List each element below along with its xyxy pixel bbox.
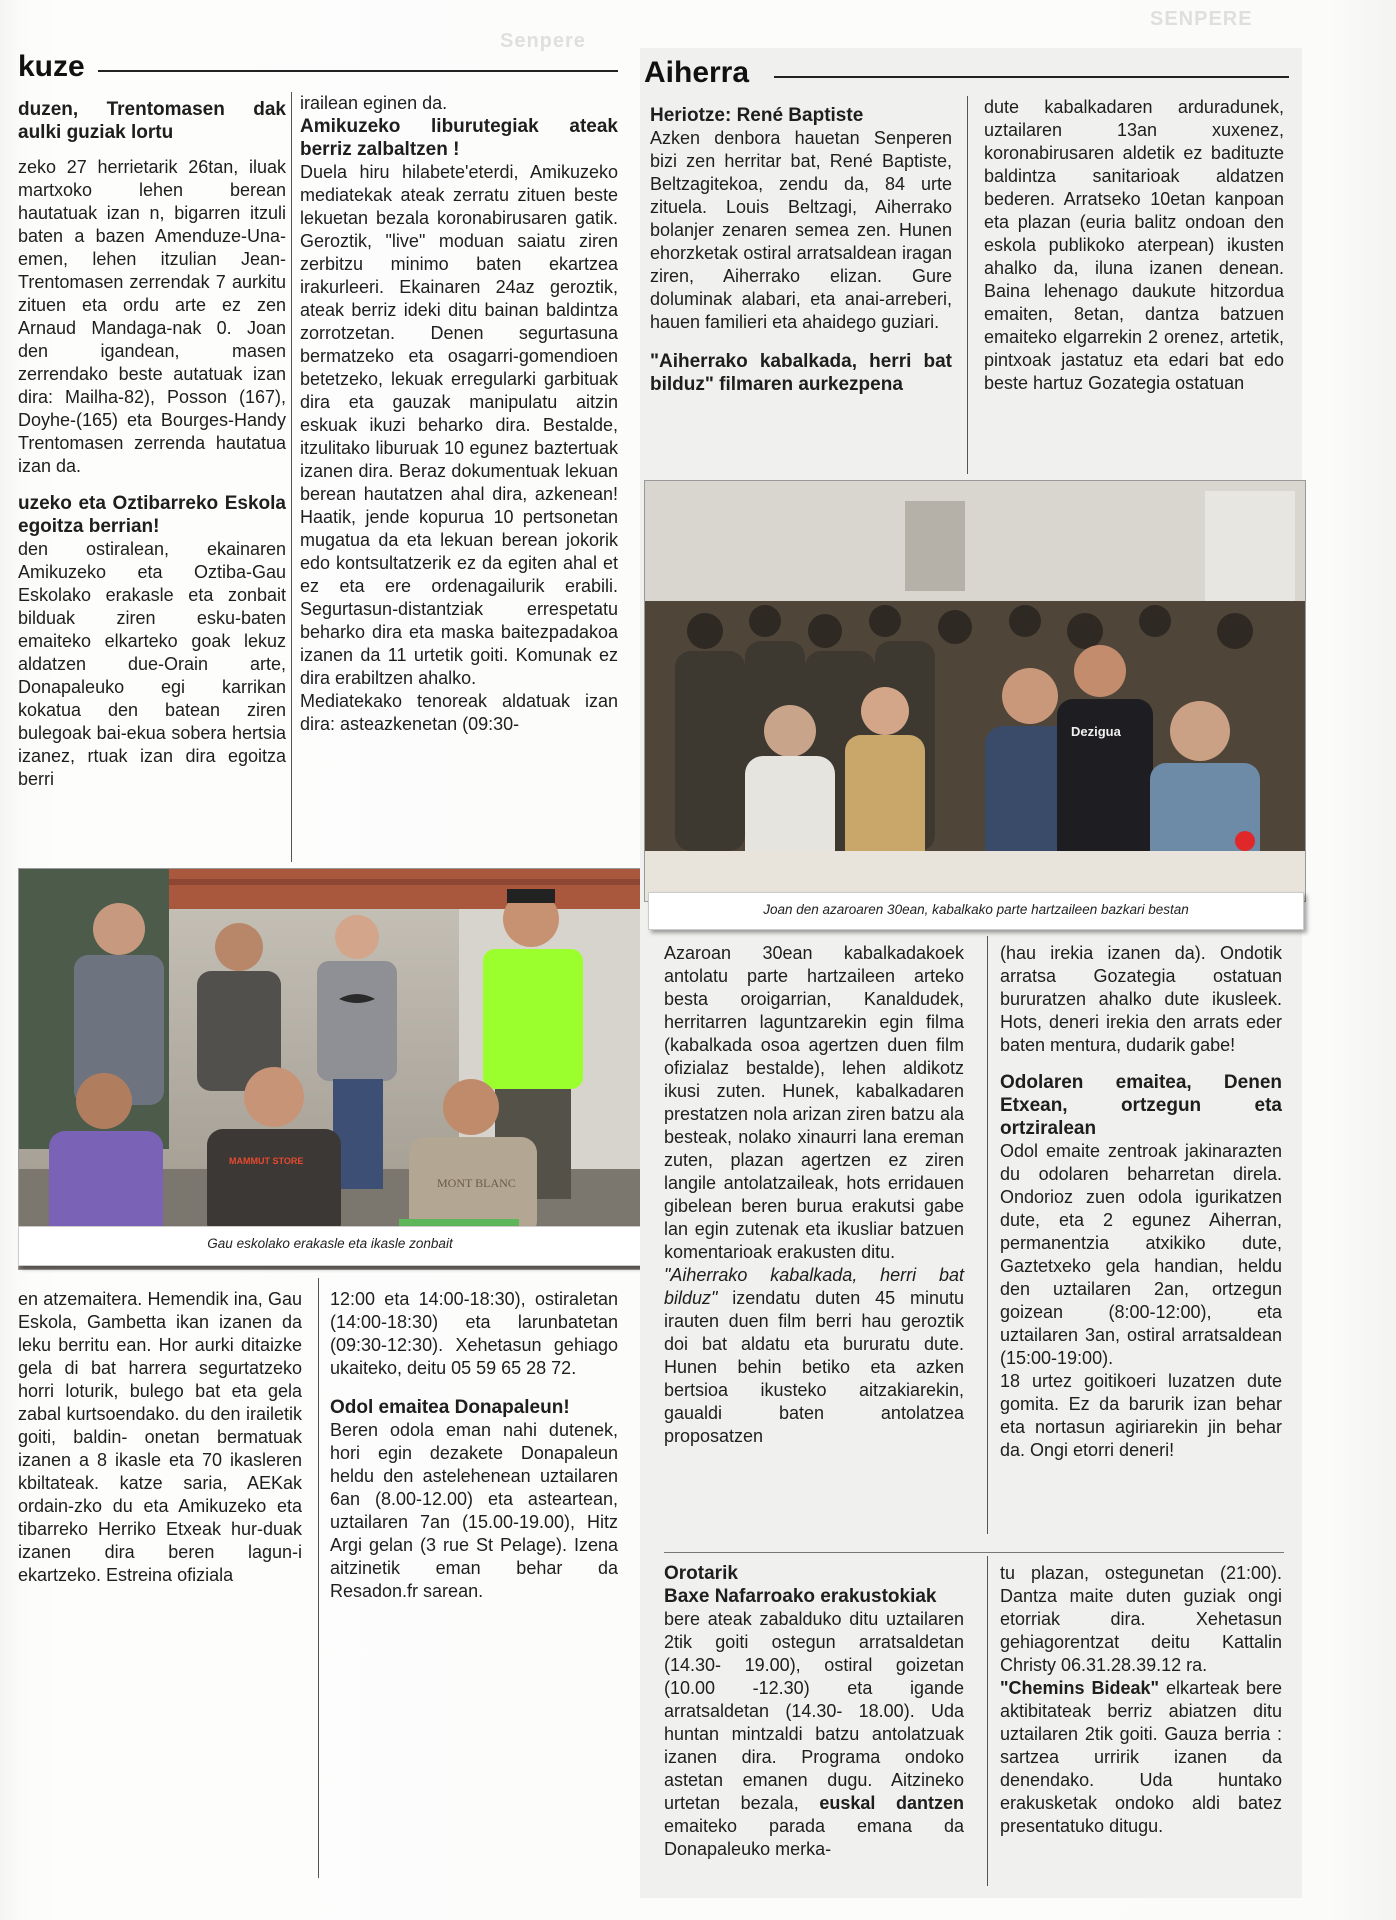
headline-erakustokiak: Baxe Nafarroako erakustokiak: [664, 1586, 937, 1607]
body-odolaren-emaitea: Odol emaite zentroak jakinarazten du odolaren beharretan direla. Ondorioz zuen odola igurikatzen dute, eta 2 egunez Aiherran, permanentzia atxikiko dute, Gaztetxeko gela handian, heldu den uztailaren 2an, ortzegun goizean (8:00-12:00), eta uztailaren 3an, ostiral arratsaldean (15:00-19:00).: [1000, 1141, 1282, 1368]
body-gaualdia-irekia: (hau irekia izanen da). Ondotik arratsa Gozategia ostatuan bururatzen ahalko dute ikusleek. Hots, deneri irekia den arrats eder baten mentura, dudarik gabe!: [1000, 943, 1282, 1055]
body-film-izena: [664, 1264, 964, 1448]
left-bottom-col-divider: [318, 1278, 319, 1878]
headline-trentomasen: duzen, Trentomasen dak aulki guziak lortu: [18, 99, 286, 143]
left-top-col-divider: [291, 92, 292, 862]
caption-gau-eskola: Gau eskolako erakasle eta ikasle zonbait: [18, 1226, 642, 1266]
aiherra-col2-mid: [1000, 942, 1282, 1462]
ghost-header-right: SENPERE: [1150, 8, 1253, 30]
chemins-bideak-bold: "Chemins Bideak": [1000, 1678, 1160, 1698]
headline-heriotze: Heriotze: René Baptiste: [650, 105, 864, 126]
body-liburutegiak: Duela hiru hilabete'eterdi, Amikuzeko mediatekak ateak zerratu zituen beste lekuetan bezala koronabirusaren gatik. Geroztik, "live" moduan saiatu ziren zerbitzu minimo baten ekartzea irakurleeri. Ekainaren 24az geroztik, ateak berriz ideki ditu bainan baldintza zorrotzetan. Denen segurtasuna bermatzeko eta osagarri-gomendioen betetzeko, lekuak erregularki garbituak dira eta gauzak manipulatu aitzin eskuak ikuzi beharko dira. Bestalde, itzulitako liburuak 10 egunez baztertuak izanen dira. Beraz dokumentuak lekuan berean hautatzen ahal dira, azkenean! Haatik, jende kopurua 10 pertsonetan mugatua da eta lekuan berean jokorik edo kontsultatzerik ez da egiten ahal et ez eta ere ordenagailurik erabili. Segurtasun-distantziak errespetatu beharko dira eta maska baitezpadakoa izanen da 11 urtetik goiti. Komunak ez dira erabiltzen ahalko.: [300, 162, 618, 688]
shirt-logo-mammut: MAMMUT STORE: [229, 1156, 304, 1166]
left-section-title: kuze: [18, 50, 618, 90]
caption-kabalkada-bazkaria: Joan den azaroaren 30ean, kabalkako parte hartzaileen bazkari bestan: [648, 892, 1304, 930]
body-heriotze: Azken denbora hauetan Senperen bizi zen herritar bat, René Baptiste, Beltzagitekoa, zendu da, 84 urte zituela. Louis Beltzagi, Aiherrako bolanjer zenaren semea zen. Hunen ehorzketak ostiral arratsaldean iragan ziren, Aiherrako elizan. Gure doluminak alabari, eta anai-arreberi, hauen familieri eta ahaidego guziari.: [650, 128, 952, 332]
aiherra-col1-mid: [664, 942, 964, 1448]
aiherra-title-rule: [774, 76, 1289, 78]
aiherra-col2-bottom: [1000, 1562, 1282, 1838]
body-oztibarreko: den ostiralean, ekainaren Amikuzeko eta Oztiba-Gau Eskolako erakasle eta zonbait bilduak ziren esku-baten emaiteko elkarteko goak lekuz aldatzen due-Orain arte, Donapaleuko egi karrikan kokatua den batean ziren bulegoak bai-ekua sobera hertsia izanez, rtuak izan dira egoitza berri: [18, 539, 286, 789]
shirt-logo-dezigua: Dezigua: [1071, 724, 1121, 739]
aiherra-col1-top: [650, 104, 952, 396]
left-col2-bottom: [330, 1288, 618, 1603]
shirt-logo-montblanc: MONT BLANC: [437, 1176, 516, 1190]
left-col2-top: [300, 92, 618, 736]
left-col1-bottom: [18, 1288, 302, 1587]
left-col1-top: [18, 98, 286, 791]
group-photo-illustration: [19, 869, 641, 1269]
aiherra-orotarik-separator: [664, 1552, 1284, 1553]
aiherra-title: Aiherra: [644, 56, 1294, 96]
body-kabalkada-emanaldia: dute kabalkadaren arduradunek, uztailaren 13an xuxenez, koronabirusaren aldetik ez badituzte baldintza sanitarioak aldatzen bederen. Arratseko 10etan kanpoan eta plazan (euria balitz ondoan den eskola publikoko aterpean) ikusten ahalko da, iluna izanen denean. Baina lehenago daukute hitzordua emaiten, 8etan, dantza batzuen emaiteko elgarrekin 2 orenez, artetik, pintxoak jastatuz eta edari bat edo beste hartuz Gozategia ostatuan: [984, 97, 1284, 393]
euskal-dantzen-bold: euskal dantzen: [819, 1793, 964, 1813]
body-mediateka-tenoreak: 12:00 eta 14:00-18:30), ostiraletan (14:00-18:30) eta larunbatetan (09:30-12:30). Xehetasun gehiago ukaiteko, deitu 05 59 65 28 72.: [330, 1289, 618, 1378]
party-photo-illustration: [645, 481, 1305, 901]
aiherra-col2-top: [984, 96, 1284, 395]
body-dantza-plazan: tu plazan, ostegunetan (21:00). Dantza maite duten guziak ongi etorriak dira. Xehetasun gehiagorentzat deitu Kattalin Christy 06.31.28.39.12 ra.: [1000, 1563, 1282, 1675]
headline-filmaren-aurkezpena: "Aiherrako kabalkada, herri bat bilduz" filmaren aurkezpena: [650, 351, 952, 395]
body-odolaren-gomita: 18 urtez goitikoeri luzatzen dute gomita. Ez da barurik izan behar eta nortasun agiriarekin jin behar da. Ongi etorri deneri!: [1000, 1371, 1282, 1460]
headline-odolaren-emaitea: Odolaren emaitea, Denen Etxean, ortzegun eta ortziralean: [1000, 1072, 1282, 1139]
lead-irailean: irailean eginen da.: [300, 93, 448, 113]
film-title-italic: "Aiherrako kabalkada, herri bat bilduz": [664, 1265, 964, 1308]
body-odol-donapaleun: Beren odola eman nahi dutenek, hori egin dezakete Donapaleun heldu den astelehenean uztailaren 6an (8.00-12.00) eta asteartean, uztailaren 7an (15.00-19.00), Hitz Argi gelan (3 rue St Pelage). Izena aitzinetik eman behar da Resadon.fr sarean.: [330, 1420, 618, 1601]
body-film-berria: izendatu duten 45 minutu irauten duen film berri hau geroztik doi bat aldatu eta bururatu dute. Hunen behin betiko eta azken bertsioa ikusteko aitzakiarekin, gaualdi baten antolatzea proposatzen: [664, 1288, 964, 1446]
headline-oztibarreko: uzeko eta Oztibarreko Eskola egoitza berrian!: [18, 493, 286, 537]
aiherra-bottom-col-divider: [987, 1556, 988, 1886]
aiherra-col1-bottom: [664, 1562, 964, 1861]
photo-gau-eskola-group: [18, 868, 642, 1270]
aiherra-mid-col-divider: [987, 936, 988, 1534]
body-mediatekako: Mediatekako tenoreak aldatuak izan dira: asteazkenetan (09:30-: [300, 691, 618, 734]
aiherra-top-col-divider: [967, 96, 968, 474]
subsection-orotarik: Orotarik: [664, 1563, 738, 1584]
headline-liburutegiak: Amikuzeko liburutegiak ateak berriz zalbaltzen !: [300, 116, 618, 160]
body-erakustokiak: bere ateak zabalduko ditu uztailaren 2tik goiti ostegun arratsaldetan (14.30- 19.00), ostiral goizetan (10.00 -12.30) eta igande arratsaldetan (14.30- 18.00). Uda huntan mintzaldi batzu antolatzuak izanen dira. Programa ondoko astetan emanen dugu. Aitzineko urtetan bezala, euskal dantzen emaiteko parada emana da Donapaleuko merka-: [664, 1609, 964, 1859]
photo-kabalkada-bazkaria: [644, 480, 1306, 902]
headline-odol-donapaleun: Odol emaitea Donapaleun!: [330, 1397, 570, 1418]
body-egoitza-berria: en atzemaitera. Hemendik ina, Gau Eskola, Gambetta ikan izanen da leku berritu ean. Hor aurki ditaizke gela di bat harrera segurtatzeko horri loturik, bulego bat eta gela zabal kurtsoendako. du den irailetik goiti, baldin- onetan bermatuak izanen a 8 ikasle eta 70 ikasleren kbiltateak. katze saria, AEKak ordain-zko du eta Amikuzeko eta tibarreko Herriko Etxeak hur-duak izanen dira beren lagun-i ekartzeko. Estreina ofiziala: [18, 1289, 302, 1585]
ghost-header-left: Senpere: [500, 30, 586, 52]
left-title-rule: [98, 70, 618, 72]
body-film-aurkezpena: Azaroan 30ean kabalkadakoek antolatu parte hartzaileen arteko besta oroigarrian, Kanaldudek, herritarren laguntzarekin egin filma (kabalkada osoa agertzen duen film ofizialaz bestalde), lehen aldikotz ikusi zuten. Hunek, kabalkadaren prestatzen nola arizan ziren batzu ala besteak, nolako xinaurri lana ereman zuten, plazan agertzen ez ziren langile antolatzaileak, hots erridauen gibelean beren burua erakutsi gabe lan egin zutenak eta ikusliar batzuen komentarioak erakusten ditu.: [664, 943, 964, 1262]
body-trentomasen: zeko 27 herrietarik 26tan, iluak martxoko lehen berean hautatuak izan n, bigarren itzuli baten a bazen Amenduze-Una-emen, lehen itzulian Jean-Trentomasen zerrendak 7 aurkitu zituen eta ordu arte ez zen Arnaud Mandaga-nak 0. Joan den igandean, masen zerrendako beste autatuak izan dira: Mailha-82), Posson (167), Doyhe-(165) eta Bourges-Handy Trentomasen zerrenda hautatua izan da.: [18, 157, 286, 476]
body-chemins-bideak: "Chemins Bideak" elkarteak bere aktibitateak berriz abiatzen ditu uztailaren 2tik goiti. Gauza berria : sartzea urririk izanen da denendako. Uda huntako erakusketak ondoko aldi batez presentatuko ditugu.: [1000, 1678, 1282, 1836]
